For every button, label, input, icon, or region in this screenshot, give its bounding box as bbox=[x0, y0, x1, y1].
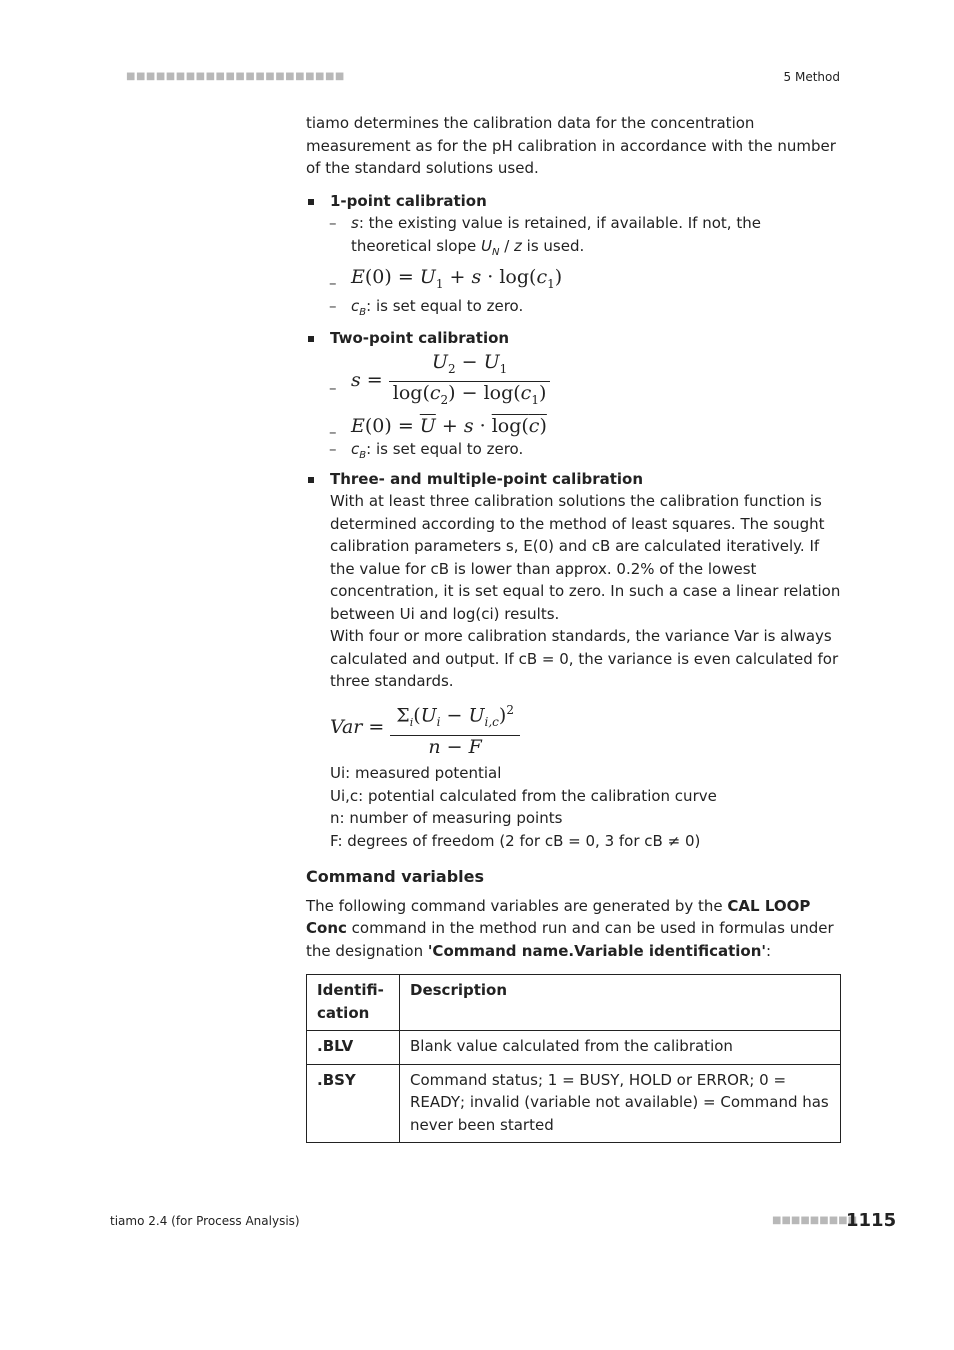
table-cell-desc: Command status; 1 = BUSY, HOLD or ERROR; 0 = READY; invalid (variable not available) = Command has never been started bbox=[400, 1064, 841, 1143]
table-header-cell: Description bbox=[400, 975, 841, 1031]
two-point-cb-item: – $c_B$: is set equal to zero. bbox=[329, 440, 524, 462]
three-point-paragraph-1: With at least three calibration solutions the calibration function is determined according to the method of least squares. The sought calibration parameters s, E(0) and cB are calculated iteratively. If the value for cB is lower than approx. 0.2% of the lowest concentration, it is set equal to zero. In such a case a linear relation between Ui and log(ci) results. bbox=[330, 492, 841, 623]
page-number: 1115 bbox=[846, 1210, 897, 1231]
one-point-formula: – $E(0) = U_1 + s \cdot \log(c_1)$ bbox=[329, 266, 563, 292]
page-body bbox=[306, 112, 842, 1143]
header-section-title: 5 Method bbox=[783, 70, 840, 84]
table-row bbox=[307, 1031, 841, 1065]
two-point-formula-e: – $E(0) = \overline{U} + s \cdot \log(c)$ bbox=[329, 414, 547, 441]
command-variables-intro: The following command variables are generated by the CAL LOOP Conc command in the method run and can be used in formulas under the designation 'Command name.Variable identification': bbox=[306, 896, 834, 960]
bullet-three-point: Three- and multiple-point calibration bbox=[306, 468, 842, 491]
variance-formula: Var = $\frac{\Sigma_i(U_i - U_{i,c})^2}{n - F}$ bbox=[306, 699, 842, 758]
table-cell-id: .BSY bbox=[307, 1064, 400, 1143]
one-point-slope-item: – s: the existing value is retained, if available. If not, the theoretical slope $U_N$ / z is used. bbox=[329, 214, 761, 258]
three-point-paragraph-2: With four or more calibration standards, the variance Var is always calculated and output. If cB = 0, the variance is even calculated for three standards. bbox=[330, 627, 839, 691]
bullet-two-point: Two-point calibration bbox=[306, 327, 842, 350]
table-row bbox=[307, 1064, 841, 1143]
one-point-cb-item: – $c_B$: is set equal to zero. bbox=[329, 297, 524, 319]
two-point-formula-s: – s = $\frac{U_2 - U_1}{\log(c_2) - \log(c_1)}$ bbox=[306, 351, 842, 411]
footer-product: tiamo 2.4 (for Process Analysis) bbox=[110, 1214, 300, 1228]
intro-paragraph: tiamo determines the calibration data for the concentration measurement as for the pH calibration in accordance with the number of the standard solutions used. bbox=[306, 114, 836, 177]
header-decoration: ■■■■■■■■■■■■■■■■■■■■■■ bbox=[126, 71, 345, 82]
table-cell-id: .BLV bbox=[307, 1031, 400, 1065]
table-header-row bbox=[307, 975, 841, 1031]
def-ui: Ui: measured potential bbox=[330, 764, 502, 783]
def-f: F: degrees of freedom (2 for cB = 0, 3 for cB ≠ 0) bbox=[330, 831, 701, 850]
table-cell-desc: Blank value calculated from the calibration bbox=[400, 1031, 841, 1065]
bullet-one-point: 1-point calibration bbox=[306, 190, 842, 213]
table-header-cell: Identifi-cation bbox=[307, 975, 400, 1031]
command-variables-table bbox=[306, 974, 841, 1143]
def-n: n: number of measuring points bbox=[330, 809, 563, 828]
def-uic: Ui,c: potential calculated from the calibration curve bbox=[330, 786, 717, 805]
command-variables-heading: Command variables bbox=[306, 867, 484, 887]
footer-decoration: ■■■■■■■■■ bbox=[772, 1215, 858, 1226]
